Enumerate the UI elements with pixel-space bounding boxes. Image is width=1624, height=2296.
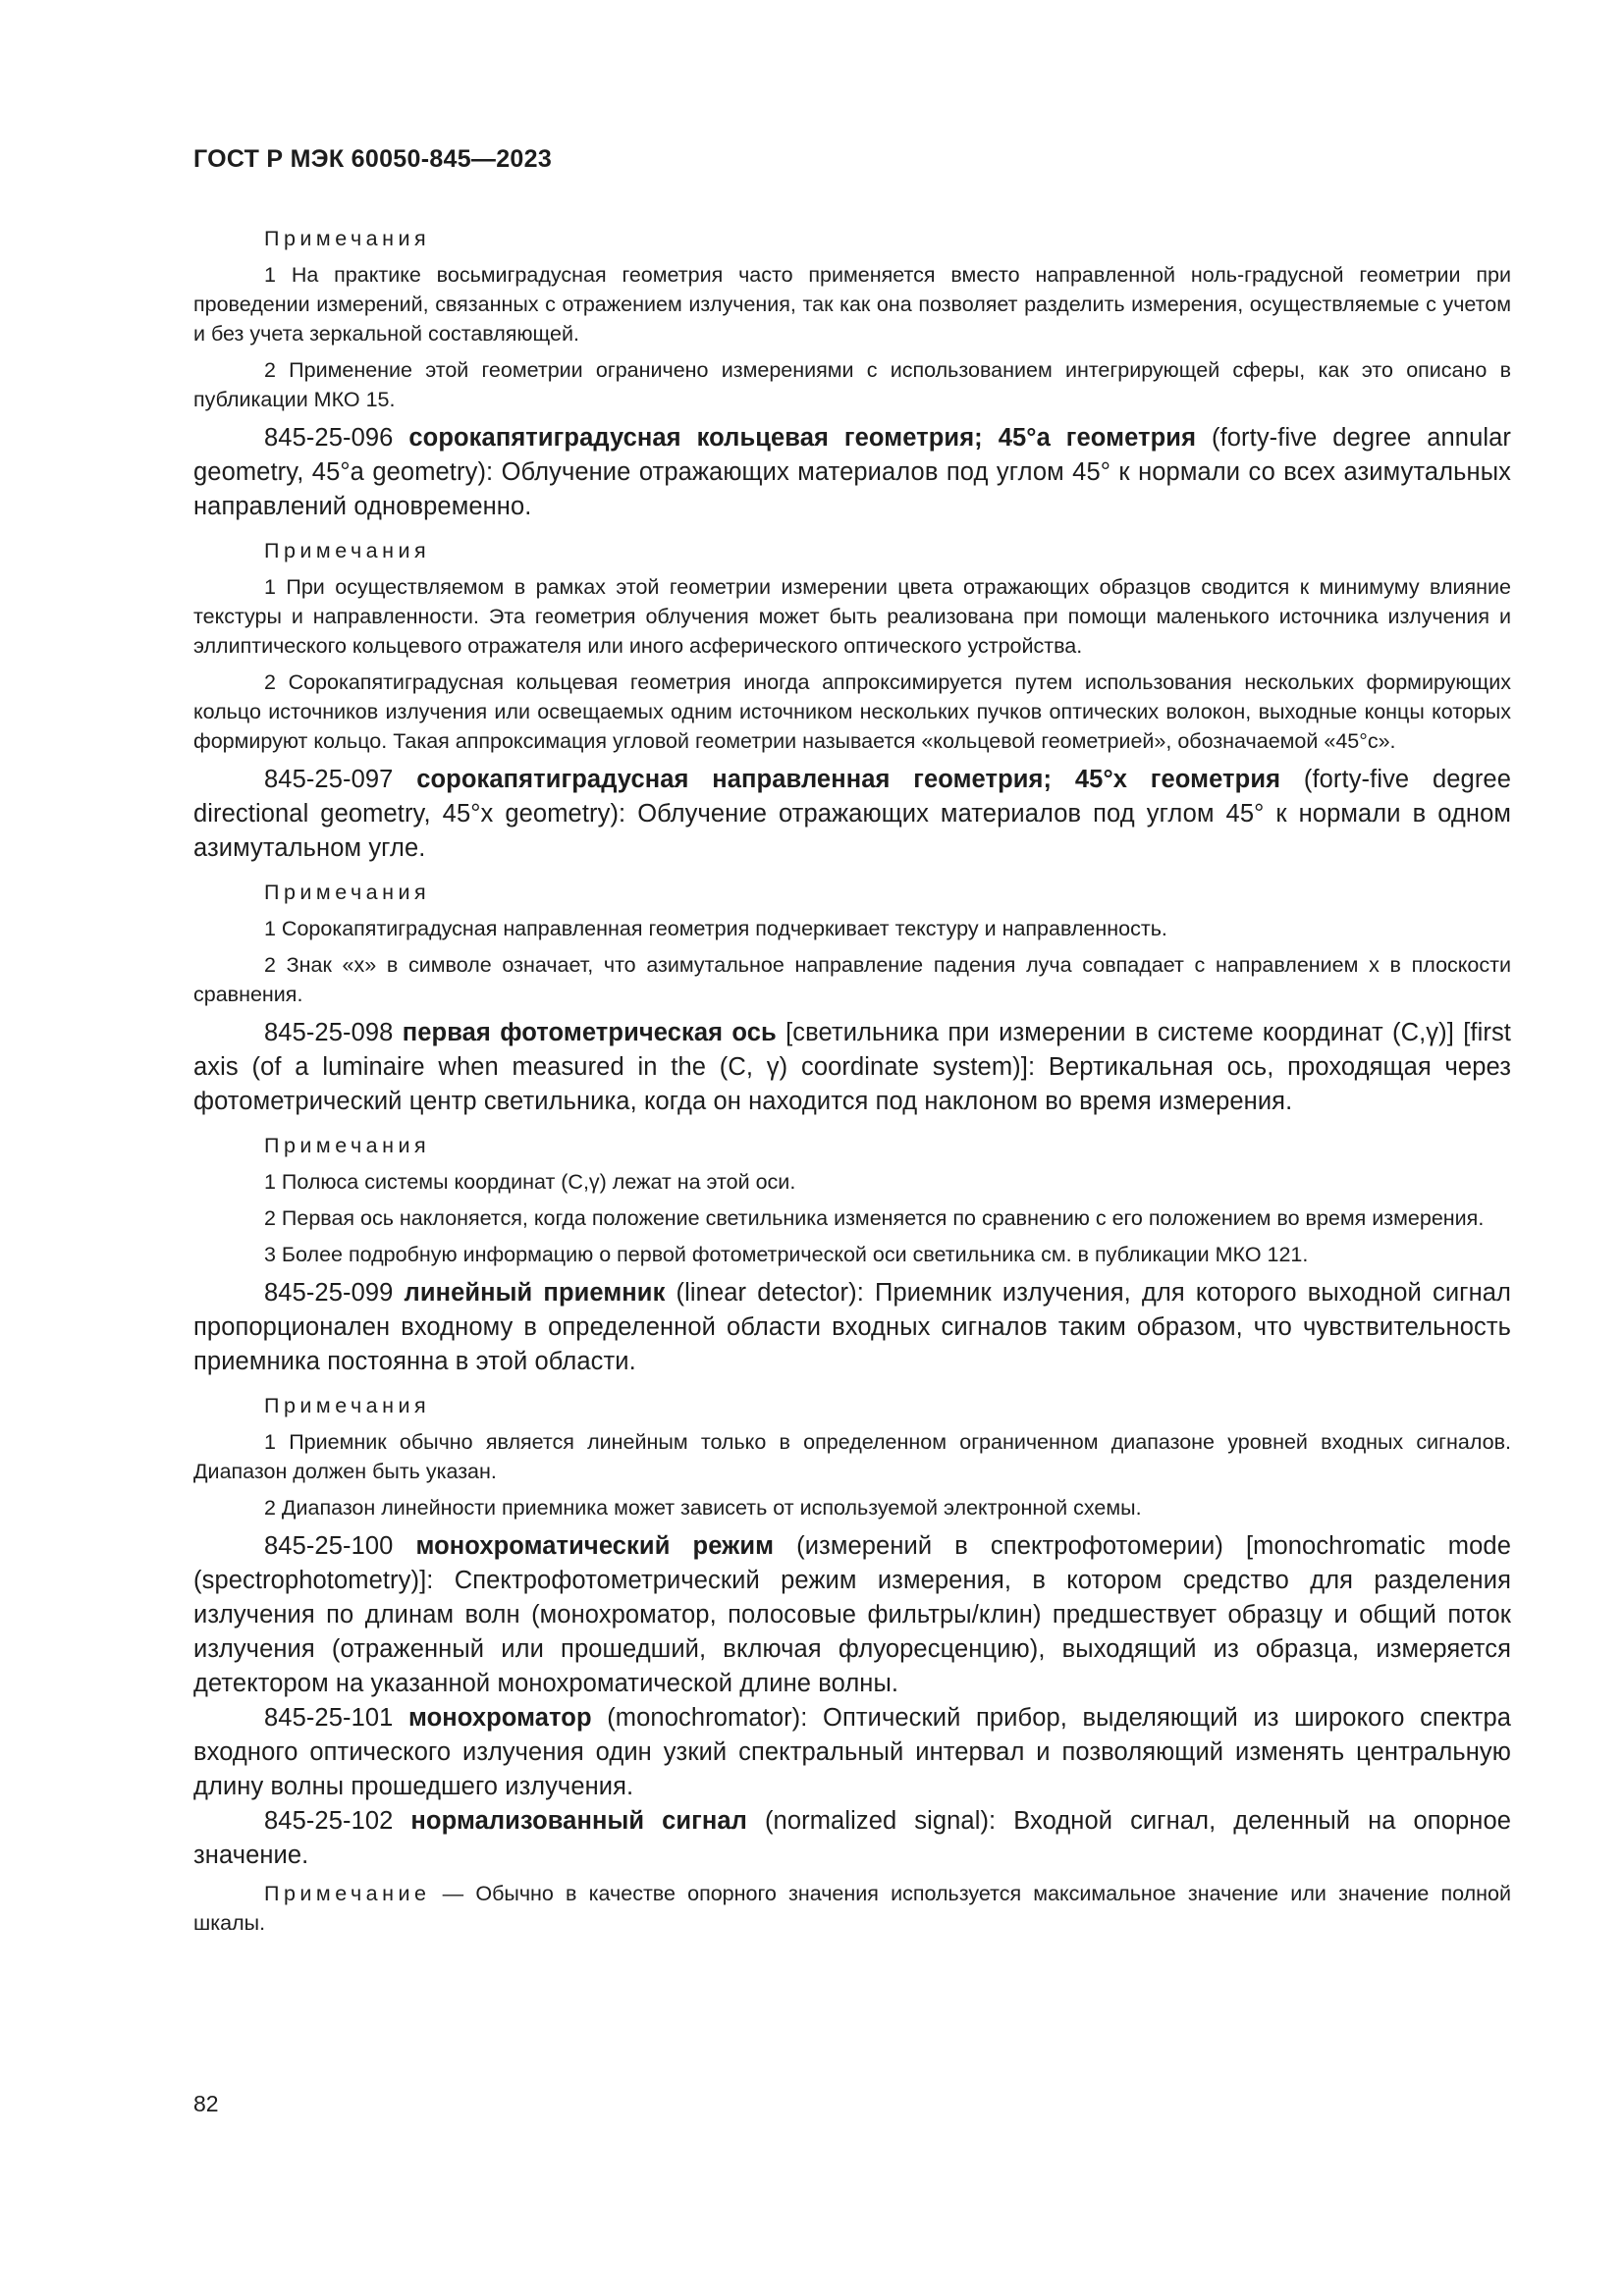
term-number: 845-25-099	[264, 1279, 405, 1307]
document-header: ГОСТ Р МЭК 60050-845—2023	[193, 145, 553, 173]
term-name: нормализованный сигнал	[410, 1807, 747, 1835]
term-entry-096	[193, 421, 1511, 524]
note-paragraph: 2 Сорокапятиградусная кольцевая геометрия иногда аппроксимируется путем использования нескольких формирующих кольцо источников излучения или освещаемых одним источником нескольких пучков оптических волокон, выходные концы которых формируют кольцо. Такая аппроксимация угловой геометрии называется «кольцевой геометрией», обозначаемой «45°c».	[193, 670, 1511, 753]
single-note	[193, 1879, 1511, 1938]
term-number: 845-25-096	[264, 424, 409, 452]
term-definition: (normalized signal): Входной сигнал, деленный на опорное значение.	[193, 1807, 1512, 1869]
term-name: сорокапятиградусная кольцевая геометрия; 45°a геометрия	[408, 424, 1197, 452]
term-entry-100	[193, 1529, 1511, 1701]
term-name: линейный приемник	[404, 1279, 666, 1307]
term-number: 845-25-101	[264, 1704, 408, 1732]
notes-heading: Примечания	[264, 227, 431, 250]
note-paragraph: 2 Первая ось наклоняется, когда положение светильника изменяется по сравнению с его положением во время измерения.	[264, 1206, 1485, 1230]
term-name: монохроматический режим	[415, 1532, 775, 1560]
note-paragraph: 1 Приемник обычно является линейным только в определенном ограниченном диапазоне уровней входных сигналов. Диапазон должен быть указан.	[193, 1430, 1511, 1483]
notes-heading: Примечания	[264, 1134, 431, 1157]
term-entry-099	[193, 1276, 1511, 1379]
term-number: 845-25-098	[264, 1019, 403, 1046]
note-label: Примечание	[264, 1882, 431, 1905]
note-paragraph: 1 Сорокапятиградусная направленная геометрия подчеркивает текстуру и направленность.	[264, 917, 1167, 940]
note-paragraph: 1 При осуществляемом в рамках этой геометрии измерении цвета отражающих образцов сводится к минимуму влияние текстуры и направленности. Эта геометрия облучения может быть реализована при помощи маленького источника излучения и эллиптического кольцевого отражателя или иного асферического оптического устройства.	[193, 575, 1511, 658]
note-paragraph: 2 Диапазон линейности приемника может зависеть от используемой электронной схемы.	[264, 1496, 1142, 1520]
term-entry-101	[193, 1701, 1511, 1804]
notes-heading: Примечания	[264, 539, 431, 562]
note-paragraph: 1 Полюса системы координат (C,γ) лежат на этой оси.	[264, 1170, 796, 1194]
term-definition: (forty-five degree directional geometry, 45°x geometry): Облучение отражающих материалов под углом 45° к нормали в одном азимутальном угле.	[193, 766, 1511, 862]
term-entry-102	[193, 1804, 1511, 1873]
note-paragraph: 2 Знак «x» в символе означает, что азимутальное направление падения луча совпадает с направлением x в плоскости сравнения.	[193, 953, 1511, 1006]
term-number: 845-25-097	[264, 766, 417, 793]
page-number: 82	[193, 2091, 219, 2116]
term-name: сорокапятиградусная направленная геометрия; 45°x геометрия	[416, 766, 1281, 793]
term-definition: (измерений в спектрофотомерии) [monochromatic mode (spectrophotometry)]: Спектрофотометрический режим измерения, в котором средство для разделения излучения по длинам волн (монохроматор, полосовые фильтры/клин) предшествует образцу и общий поток излучения (отраженный или прошедший, включая флуоресценцию), выходящий из образца, измеряется детектором на указанной монохроматической длине волны.	[193, 1532, 1511, 1697]
term-definition: (linear detector): Приемник излучения, для которого выходной сигнал пропорционален входному в определенной области входных сигналов таким образом, что чувствительность приемника постоянна в этой области.	[193, 1279, 1512, 1375]
note-paragraph: 2 Применение этой геометрии ограничено измерениями с использованием интегрирующей сферы, как это описано в публикации МКО 15.	[193, 358, 1511, 411]
notes-heading: Примечания	[264, 1394, 431, 1417]
term-name: монохроматор	[408, 1704, 592, 1732]
document-body	[193, 224, 1511, 1945]
document-page	[193, 0, 1511, 2296]
term-entry-097	[193, 763, 1511, 866]
note-paragraph: 1 На практике восьмиградусная геометрия часто применяется вместо направленной ноль-градусной геометрии при проведении измерений, связанных с отражением излучения, так как она позволяет разделить измерения, осуществляемые с учетом и без учета зеркальной составляющей.	[193, 263, 1511, 346]
note-text: — Обычно в качестве опорного значения используется максимальное значение или значение полной шкалы.	[193, 1882, 1511, 1935]
notes-heading: Примечания	[264, 881, 431, 904]
term-number: 845-25-100	[264, 1532, 416, 1560]
term-name: первая фотометрическая ось	[402, 1019, 777, 1046]
term-definition: (monochromator): Оптический прибор, выделяющий из широкого спектра входного оптического излучения один узкий спектральный интервал и позволяющий изменять центральную длину волны прошедшего излучения.	[193, 1704, 1512, 1800]
note-paragraph: 3 Более подробную информацию о первой фотометрической оси светильника см. в публикации МКО 121.	[264, 1243, 1309, 1266]
term-entry-098	[193, 1016, 1511, 1119]
term-number: 845-25-102	[264, 1807, 411, 1835]
term-definition: (forty-five degree annular geometry, 45°a geometry): Облучение отражающих материалов под углом 45° к нормали со всех азимутальных направлений одновременно.	[193, 424, 1511, 520]
term-definition: [светильника при измерении в системе координат (C,γ)] [first axis (of a luminaire when measured in the (C, γ) coordinate system)]: Вертикальная ось, проходящая через фотометрический центр светильника, когда он находится под наклоном во время измерения.	[193, 1019, 1511, 1115]
